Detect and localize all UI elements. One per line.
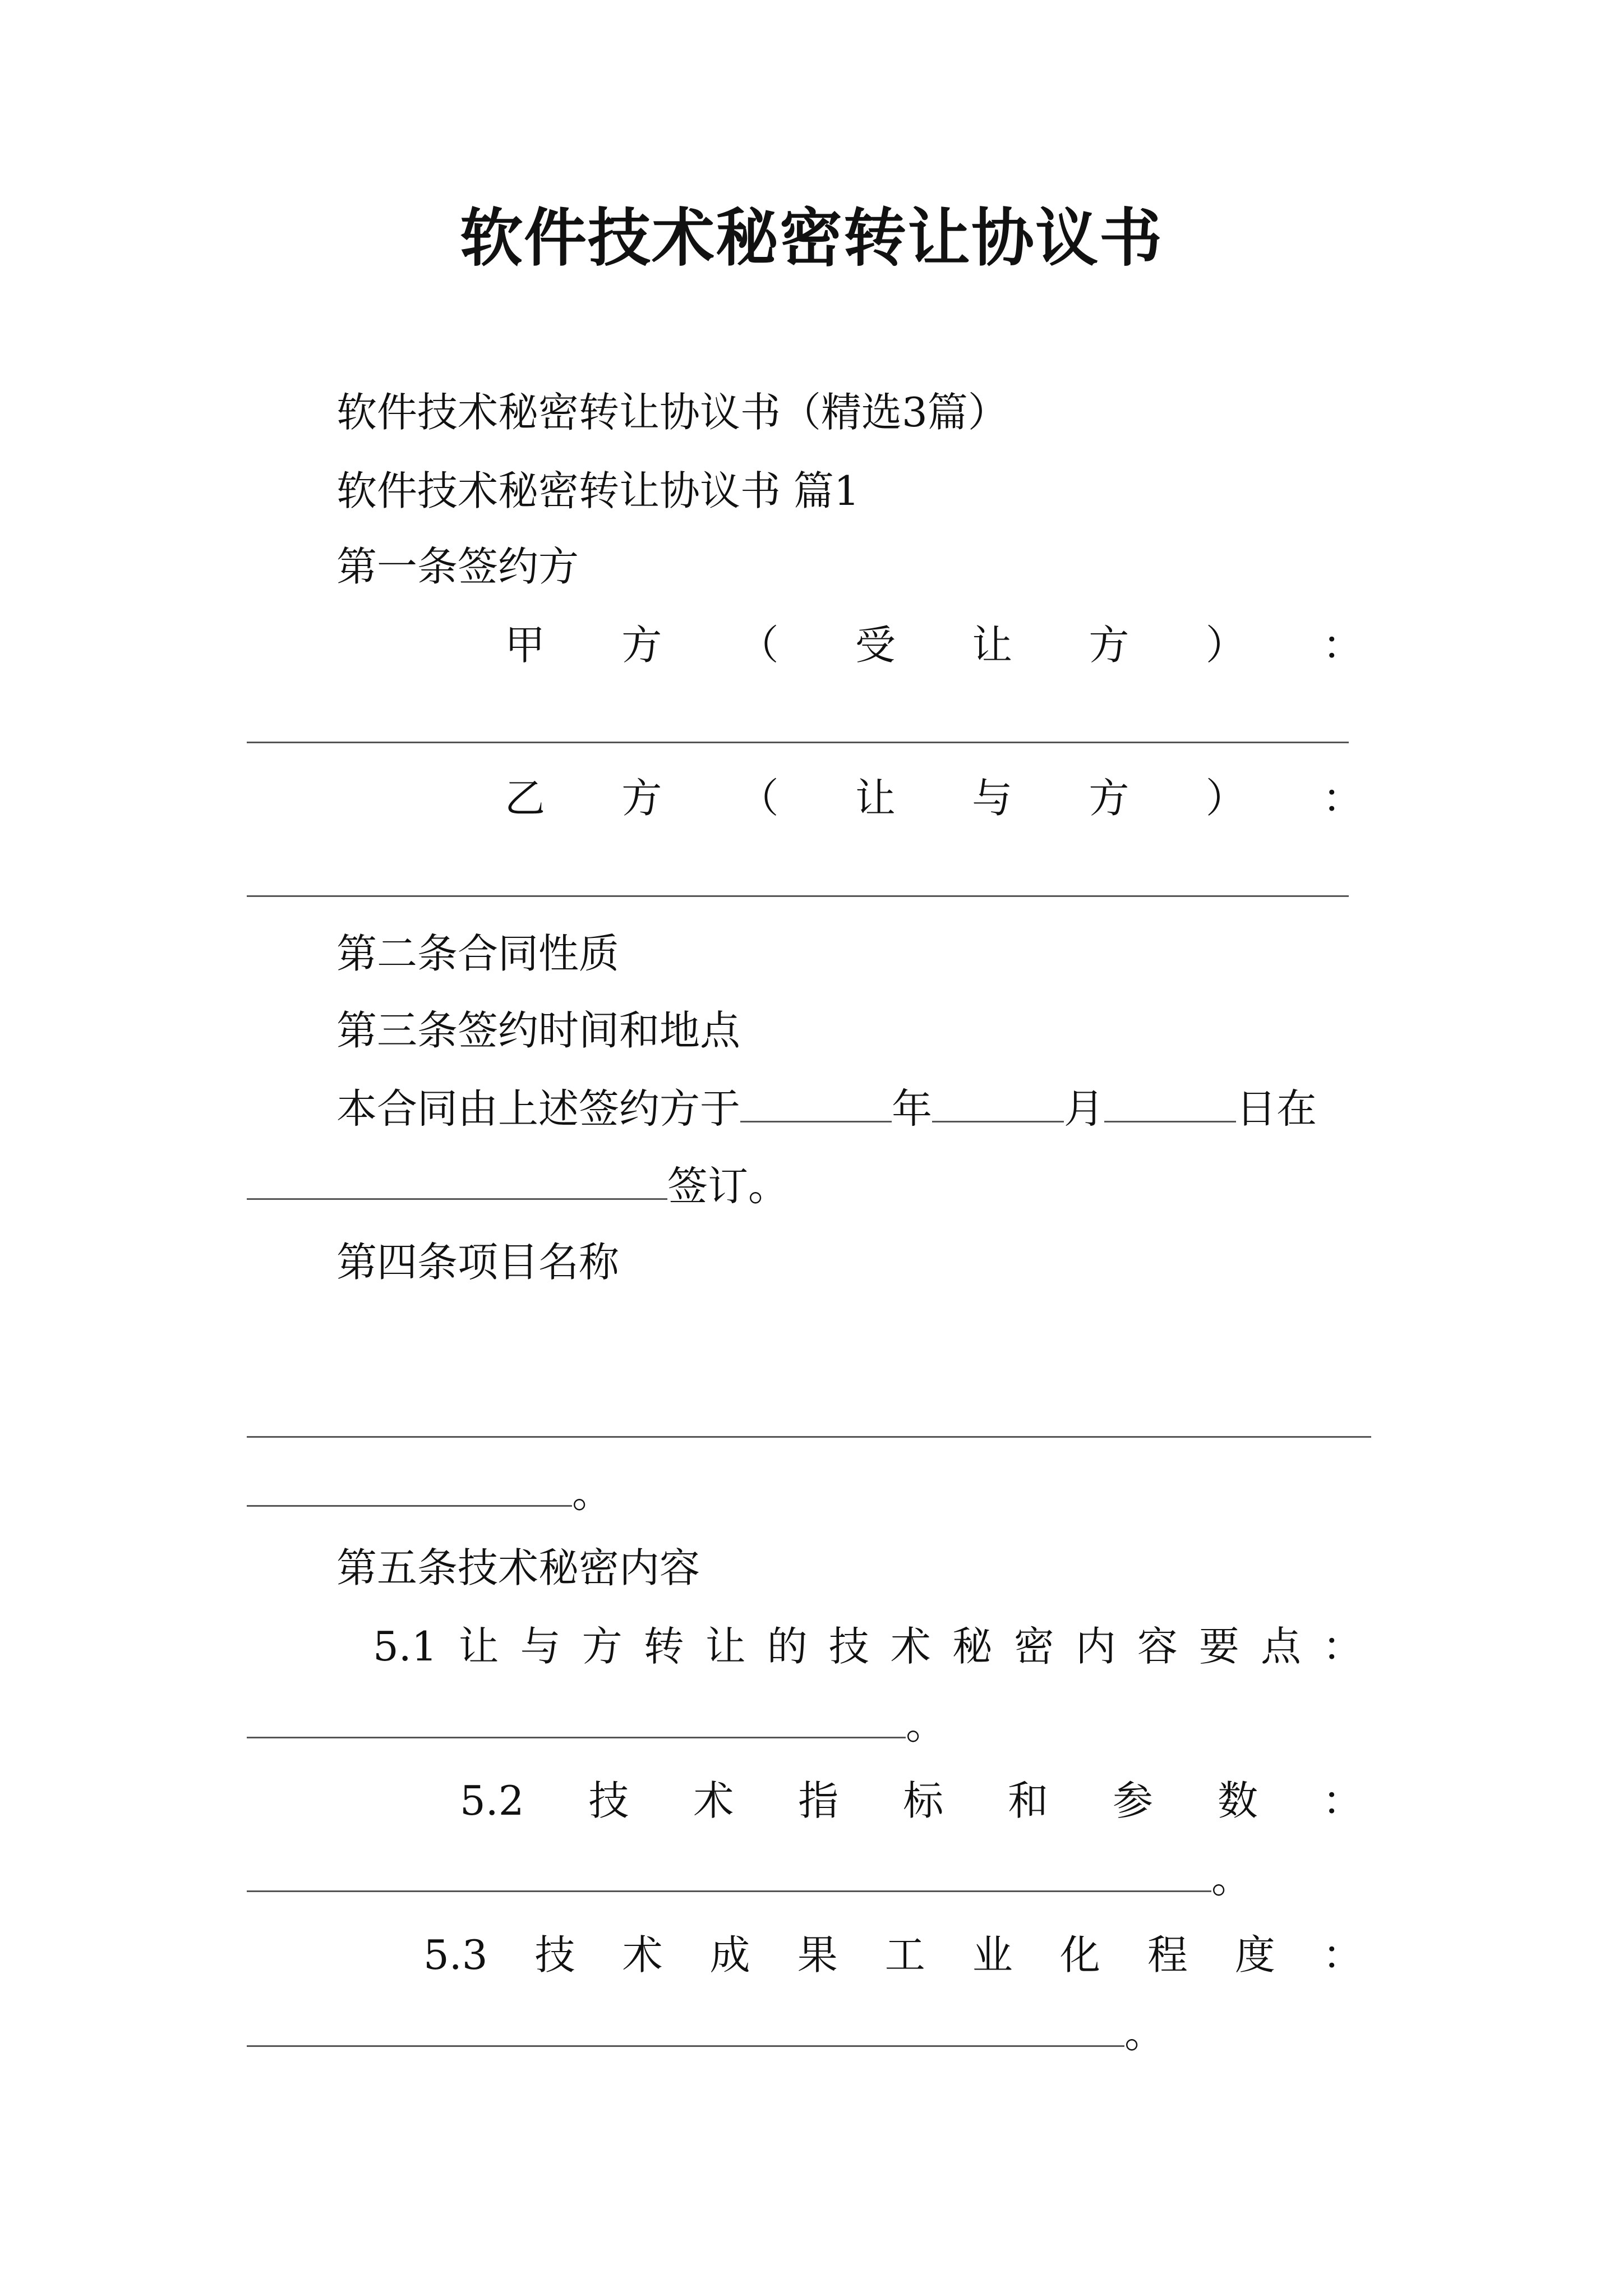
item-5-3-answer: [247, 2007, 1165, 2058]
item-5-1-char: 让: [705, 1623, 746, 1670]
section-heading: 软件技术秘密转让协议书 篇1: [336, 467, 860, 514]
item-5-1-label: [373, 1621, 1363, 1672]
party-a-char: 甲: [505, 622, 546, 669]
party-b-char: 方: [621, 775, 662, 822]
item-5-2-label: [460, 1775, 1363, 1826]
item-5-1-char: 的: [767, 1623, 808, 1670]
item-5-2-char: 技: [588, 1777, 629, 1824]
project-name-blank-2: [247, 1467, 572, 1507]
party-a-char: 方: [621, 622, 662, 669]
party-a-char: 方: [1089, 622, 1129, 669]
item-5-1-char: 内: [1075, 1623, 1116, 1670]
item-5-3-char: 工: [884, 1931, 925, 1978]
item-5-1-char: 技: [828, 1623, 869, 1670]
period: 。: [1211, 1855, 1252, 1902]
item-5-3-char: 成: [709, 1931, 750, 1978]
party-a-char: ）: [1205, 622, 1246, 669]
period: 。: [572, 1469, 613, 1517]
item-5-1-char: 5.1: [373, 1623, 437, 1670]
article-3-date-line: [336, 1083, 1317, 1134]
item-5-2-answer: [247, 1852, 1252, 1903]
item-5-3-char: 技: [534, 1931, 575, 1978]
article-4-heading: 第四条项目名称: [336, 1239, 620, 1286]
item-5-1-char: 转: [643, 1623, 684, 1670]
item-5-1-char: ：: [1322, 1623, 1363, 1670]
item-5-3-char: 化: [1059, 1931, 1100, 1978]
party-b-char: ）: [1205, 775, 1246, 822]
project-name-blank: [247, 1436, 1371, 1438]
party-a-blank: [247, 742, 1349, 743]
item-5-3-char: 5.3: [423, 1931, 488, 1978]
party-b-blank: [247, 895, 1349, 897]
party-a-label: [505, 620, 1363, 670]
item-5-3-blank: [247, 2007, 1124, 2047]
party-b-char: ：: [1322, 775, 1363, 822]
party-b-char: 让: [855, 775, 896, 822]
article-3-place-line: [247, 1160, 789, 1211]
item-5-1-char: 术: [890, 1623, 931, 1670]
party-a-char: ：: [1322, 622, 1363, 669]
project-name-continuation: [247, 1467, 612, 1518]
year-label: 年: [892, 1085, 933, 1133]
item-5-2-char: 数: [1217, 1777, 1258, 1824]
place-blank: [247, 1160, 667, 1200]
period: 。: [906, 1701, 947, 1749]
item-5-1-char: 秘: [952, 1623, 993, 1670]
item-5-3-char: 度: [1234, 1931, 1275, 1978]
item-5-2-char: 术: [693, 1777, 734, 1824]
date-prefix: 本合同由上述签约方于: [336, 1085, 741, 1133]
party-b-char: 乙: [505, 775, 546, 822]
item-5-2-char: 和: [1008, 1777, 1049, 1824]
party-a-char: （: [738, 622, 779, 669]
item-5-1-char: 要: [1198, 1623, 1239, 1670]
item-5-2-char: 参: [1113, 1777, 1154, 1824]
item-5-1-char: 与: [520, 1623, 561, 1670]
item-5-1-char: 点: [1260, 1623, 1301, 1670]
item-5-3-char: 果: [797, 1931, 838, 1978]
signed-label: 签订。: [667, 1162, 789, 1210]
item-5-3-label: [423, 1930, 1363, 1980]
item-5-2-char: 5.2: [460, 1777, 524, 1824]
article-3-heading: 第三条签约时间和地点: [336, 1007, 741, 1054]
period: 。: [1124, 2009, 1165, 2057]
item-5-1-blank: [247, 1699, 906, 1738]
item-5-1-char: 密: [1013, 1623, 1054, 1670]
item-5-2-char: 指: [798, 1777, 839, 1824]
party-a-char: 让: [972, 622, 1013, 669]
article-1-heading: 第一条签约方: [336, 543, 579, 590]
item-5-3-char: 术: [622, 1931, 663, 1978]
item-5-1-char: 让: [458, 1623, 499, 1670]
month-label: 月: [1064, 1085, 1105, 1133]
party-b-label: [505, 773, 1363, 823]
item-5-2-char: 标: [903, 1777, 944, 1824]
item-5-3-char: ：: [1322, 1931, 1363, 1978]
day-label: 日在: [1236, 1085, 1317, 1133]
item-5-3-char: 业: [972, 1931, 1013, 1978]
item-5-3-char: 程: [1147, 1931, 1188, 1978]
party-b-char: 方: [1089, 775, 1129, 822]
day-blank: [1104, 1083, 1236, 1122]
article-2-heading: 第二条合同性质: [336, 930, 620, 977]
year-blank: [740, 1083, 892, 1122]
party-b-char: （: [738, 775, 779, 822]
item-5-1-char: 方: [582, 1623, 623, 1670]
month-blank: [932, 1083, 1064, 1122]
item-5-1-char: 容: [1137, 1623, 1178, 1670]
item-5-2-char: ：: [1322, 1777, 1363, 1824]
article-5-heading: 第五条技术秘密内容: [336, 1544, 700, 1591]
party-b-char: 与: [972, 775, 1013, 822]
item-5-1-answer: [247, 1699, 946, 1750]
party-a-char: 受: [855, 622, 896, 669]
document-subtitle: 软件技术秘密转让协议书（精选3篇）: [336, 389, 1008, 436]
item-5-2-blank: [247, 1852, 1211, 1892]
document-title: 软件技术秘密转让协议书: [460, 201, 1163, 275]
